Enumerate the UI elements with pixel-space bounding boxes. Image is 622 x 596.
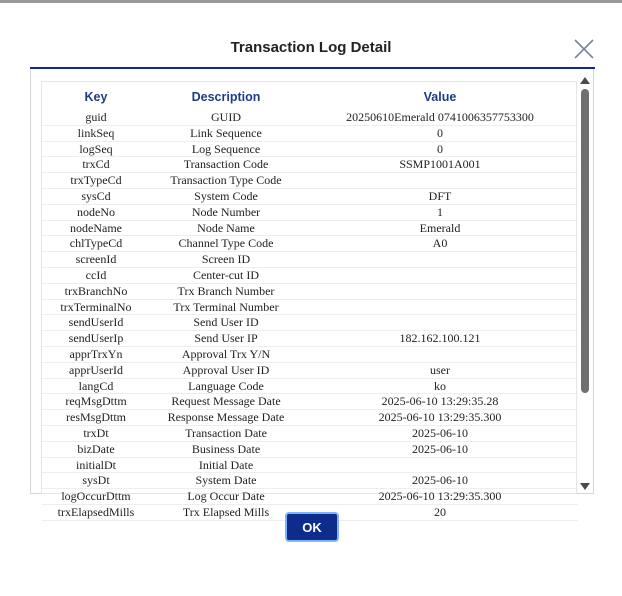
cell-key: logOccurDttm — [42, 489, 150, 505]
table-row[interactable] — [42, 489, 578, 505]
cell-description: Language Code — [150, 378, 302, 394]
table-header-row — [42, 82, 578, 110]
cell-description: Node Name — [150, 220, 302, 236]
cell-description: Send User IP — [150, 331, 302, 347]
cell-key: sendUserId — [42, 315, 150, 331]
table-row[interactable] — [42, 331, 578, 347]
cell-value: user — [302, 362, 578, 378]
cell-key: apprUserId — [42, 362, 150, 378]
cell-description: Trx Terminal Number — [150, 299, 302, 315]
table-row[interactable] — [42, 457, 578, 473]
cell-description: Node Number — [150, 204, 302, 220]
cell-value — [302, 315, 578, 331]
cell-description: Screen ID — [150, 252, 302, 268]
table-row[interactable] — [42, 441, 578, 457]
table-row[interactable] — [42, 473, 578, 489]
cell-value: 2025-06-10 13:29:35.300 — [302, 489, 578, 505]
cell-description: Trx Elapsed Mills — [150, 504, 302, 520]
scroll-up-arrow-icon[interactable] — [580, 77, 590, 84]
cell-key: ccId — [42, 267, 150, 283]
cell-value: 2025-06-10 — [302, 473, 578, 489]
table-row[interactable] — [42, 125, 578, 141]
table-row[interactable] — [42, 362, 578, 378]
table-row[interactable] — [42, 267, 578, 283]
table-row[interactable] — [42, 394, 578, 410]
table-row[interactable] — [42, 252, 578, 268]
dialog-title: Transaction Log Detail — [230, 39, 392, 56]
table-row[interactable] — [42, 110, 578, 125]
table-row[interactable] — [42, 299, 578, 315]
cell-key: sysCd — [42, 188, 150, 204]
cell-value: 0 — [302, 125, 578, 141]
cell-description: Link Sequence — [150, 125, 302, 141]
cell-value: 2025-06-10 — [302, 441, 578, 457]
table-row[interactable] — [42, 378, 578, 394]
cell-value: 1 — [302, 204, 578, 220]
transaction-log-dialog — [0, 3, 622, 596]
cell-value: 2025-06-10 — [302, 425, 578, 441]
scroll-down-arrow-icon[interactable] — [580, 483, 590, 490]
cell-description: Send User ID — [150, 315, 302, 331]
table-row[interactable] — [42, 283, 578, 299]
cell-key: screenId — [42, 252, 150, 268]
cell-description: Log Occur Date — [150, 489, 302, 505]
column-header-description: Description — [191, 90, 261, 104]
cell-key: resMsgDttm — [42, 410, 150, 426]
cell-value: 20250610Emerald 0741006357753300 — [302, 110, 578, 125]
table-row[interactable] — [42, 346, 578, 362]
cell-description: Request Message Date — [150, 394, 302, 410]
cell-value — [302, 173, 578, 189]
log-table-container — [41, 81, 577, 519]
cell-key: trxTerminalNo — [42, 299, 150, 315]
table-row[interactable] — [42, 173, 578, 189]
cell-key: apprTrxYn — [42, 346, 150, 362]
cell-value: 20 — [302, 504, 578, 520]
table-row[interactable] — [42, 188, 578, 204]
cell-description: Center-cut ID — [150, 267, 302, 283]
cell-value — [302, 457, 578, 473]
cell-key: trxTypeCd — [42, 173, 150, 189]
cell-key: initialDt — [42, 457, 150, 473]
cell-key: trxDt — [42, 425, 150, 441]
cell-description: Log Sequence — [150, 141, 302, 157]
cell-key: nodeNo — [42, 204, 150, 220]
cell-key: langCd — [42, 378, 150, 394]
cell-description: Trx Branch Number — [150, 283, 302, 299]
cell-value — [302, 267, 578, 283]
cell-value — [302, 252, 578, 268]
cell-value: Emerald — [302, 220, 578, 236]
cell-value: A0 — [302, 236, 578, 252]
cell-description: System Code — [150, 188, 302, 204]
table-row[interactable] — [42, 157, 578, 173]
cell-description: GUID — [150, 110, 302, 125]
table-row[interactable] — [42, 220, 578, 236]
cell-value: ko — [302, 378, 578, 394]
cell-key: trxBranchNo — [42, 283, 150, 299]
cell-key: bizDate — [42, 441, 150, 457]
scrollbar-thumb[interactable] — [581, 89, 589, 393]
column-header-value: Value — [423, 90, 457, 104]
cell-key: linkSeq — [42, 125, 150, 141]
cell-value — [302, 346, 578, 362]
table-row[interactable] — [42, 236, 578, 252]
cell-description: Channel Type Code — [150, 236, 302, 252]
cell-description: Business Date — [150, 441, 302, 457]
cell-key: chlTypeCd — [42, 236, 150, 252]
cell-key: reqMsgDttm — [42, 394, 150, 410]
cell-value: SSMP1001A001 — [302, 157, 578, 173]
cell-description: Initial Date — [150, 457, 302, 473]
cell-description: Transaction Code — [150, 157, 302, 173]
cell-description: Transaction Type Code — [150, 173, 302, 189]
cell-value: 2025-06-10 13:29:35.28 — [302, 394, 578, 410]
cell-key: logSeq — [42, 141, 150, 157]
table-body — [42, 110, 578, 520]
ok-button[interactable]: OK — [285, 512, 339, 542]
vertical-scrollbar[interactable] — [578, 73, 592, 493]
table-row[interactable] — [42, 141, 578, 157]
table-row[interactable] — [42, 204, 578, 220]
column-header-key: Key — [84, 90, 108, 104]
cell-value: 0 — [302, 141, 578, 157]
cell-value — [302, 299, 578, 315]
cell-description: Transaction Date — [150, 425, 302, 441]
cell-description: Approval Trx Y/N — [150, 346, 302, 362]
cell-value — [302, 283, 578, 299]
cell-description: Approval User ID — [150, 362, 302, 378]
cell-value: DFT — [302, 188, 578, 204]
log-table-panel[interactable] — [30, 69, 594, 519]
cell-value: 182.162.100.121 — [302, 331, 578, 347]
table-row[interactable] — [42, 410, 578, 426]
close-icon[interactable] — [570, 35, 598, 63]
cell-key: guid — [42, 110, 150, 125]
cell-description: System Date — [150, 473, 302, 489]
log-table — [42, 82, 578, 521]
table-row[interactable] — [42, 425, 578, 441]
cell-key: trxElapsedMills — [42, 504, 150, 520]
cell-key: sysDt — [42, 473, 150, 489]
cell-key: sendUserIp — [42, 331, 150, 347]
cell-key: nodeName — [42, 220, 150, 236]
cell-description: Response Message Date — [150, 410, 302, 426]
cell-key: trxCd — [42, 157, 150, 173]
cell-value: 2025-06-10 13:29:35.300 — [302, 410, 578, 426]
table-row[interactable] — [42, 315, 578, 331]
